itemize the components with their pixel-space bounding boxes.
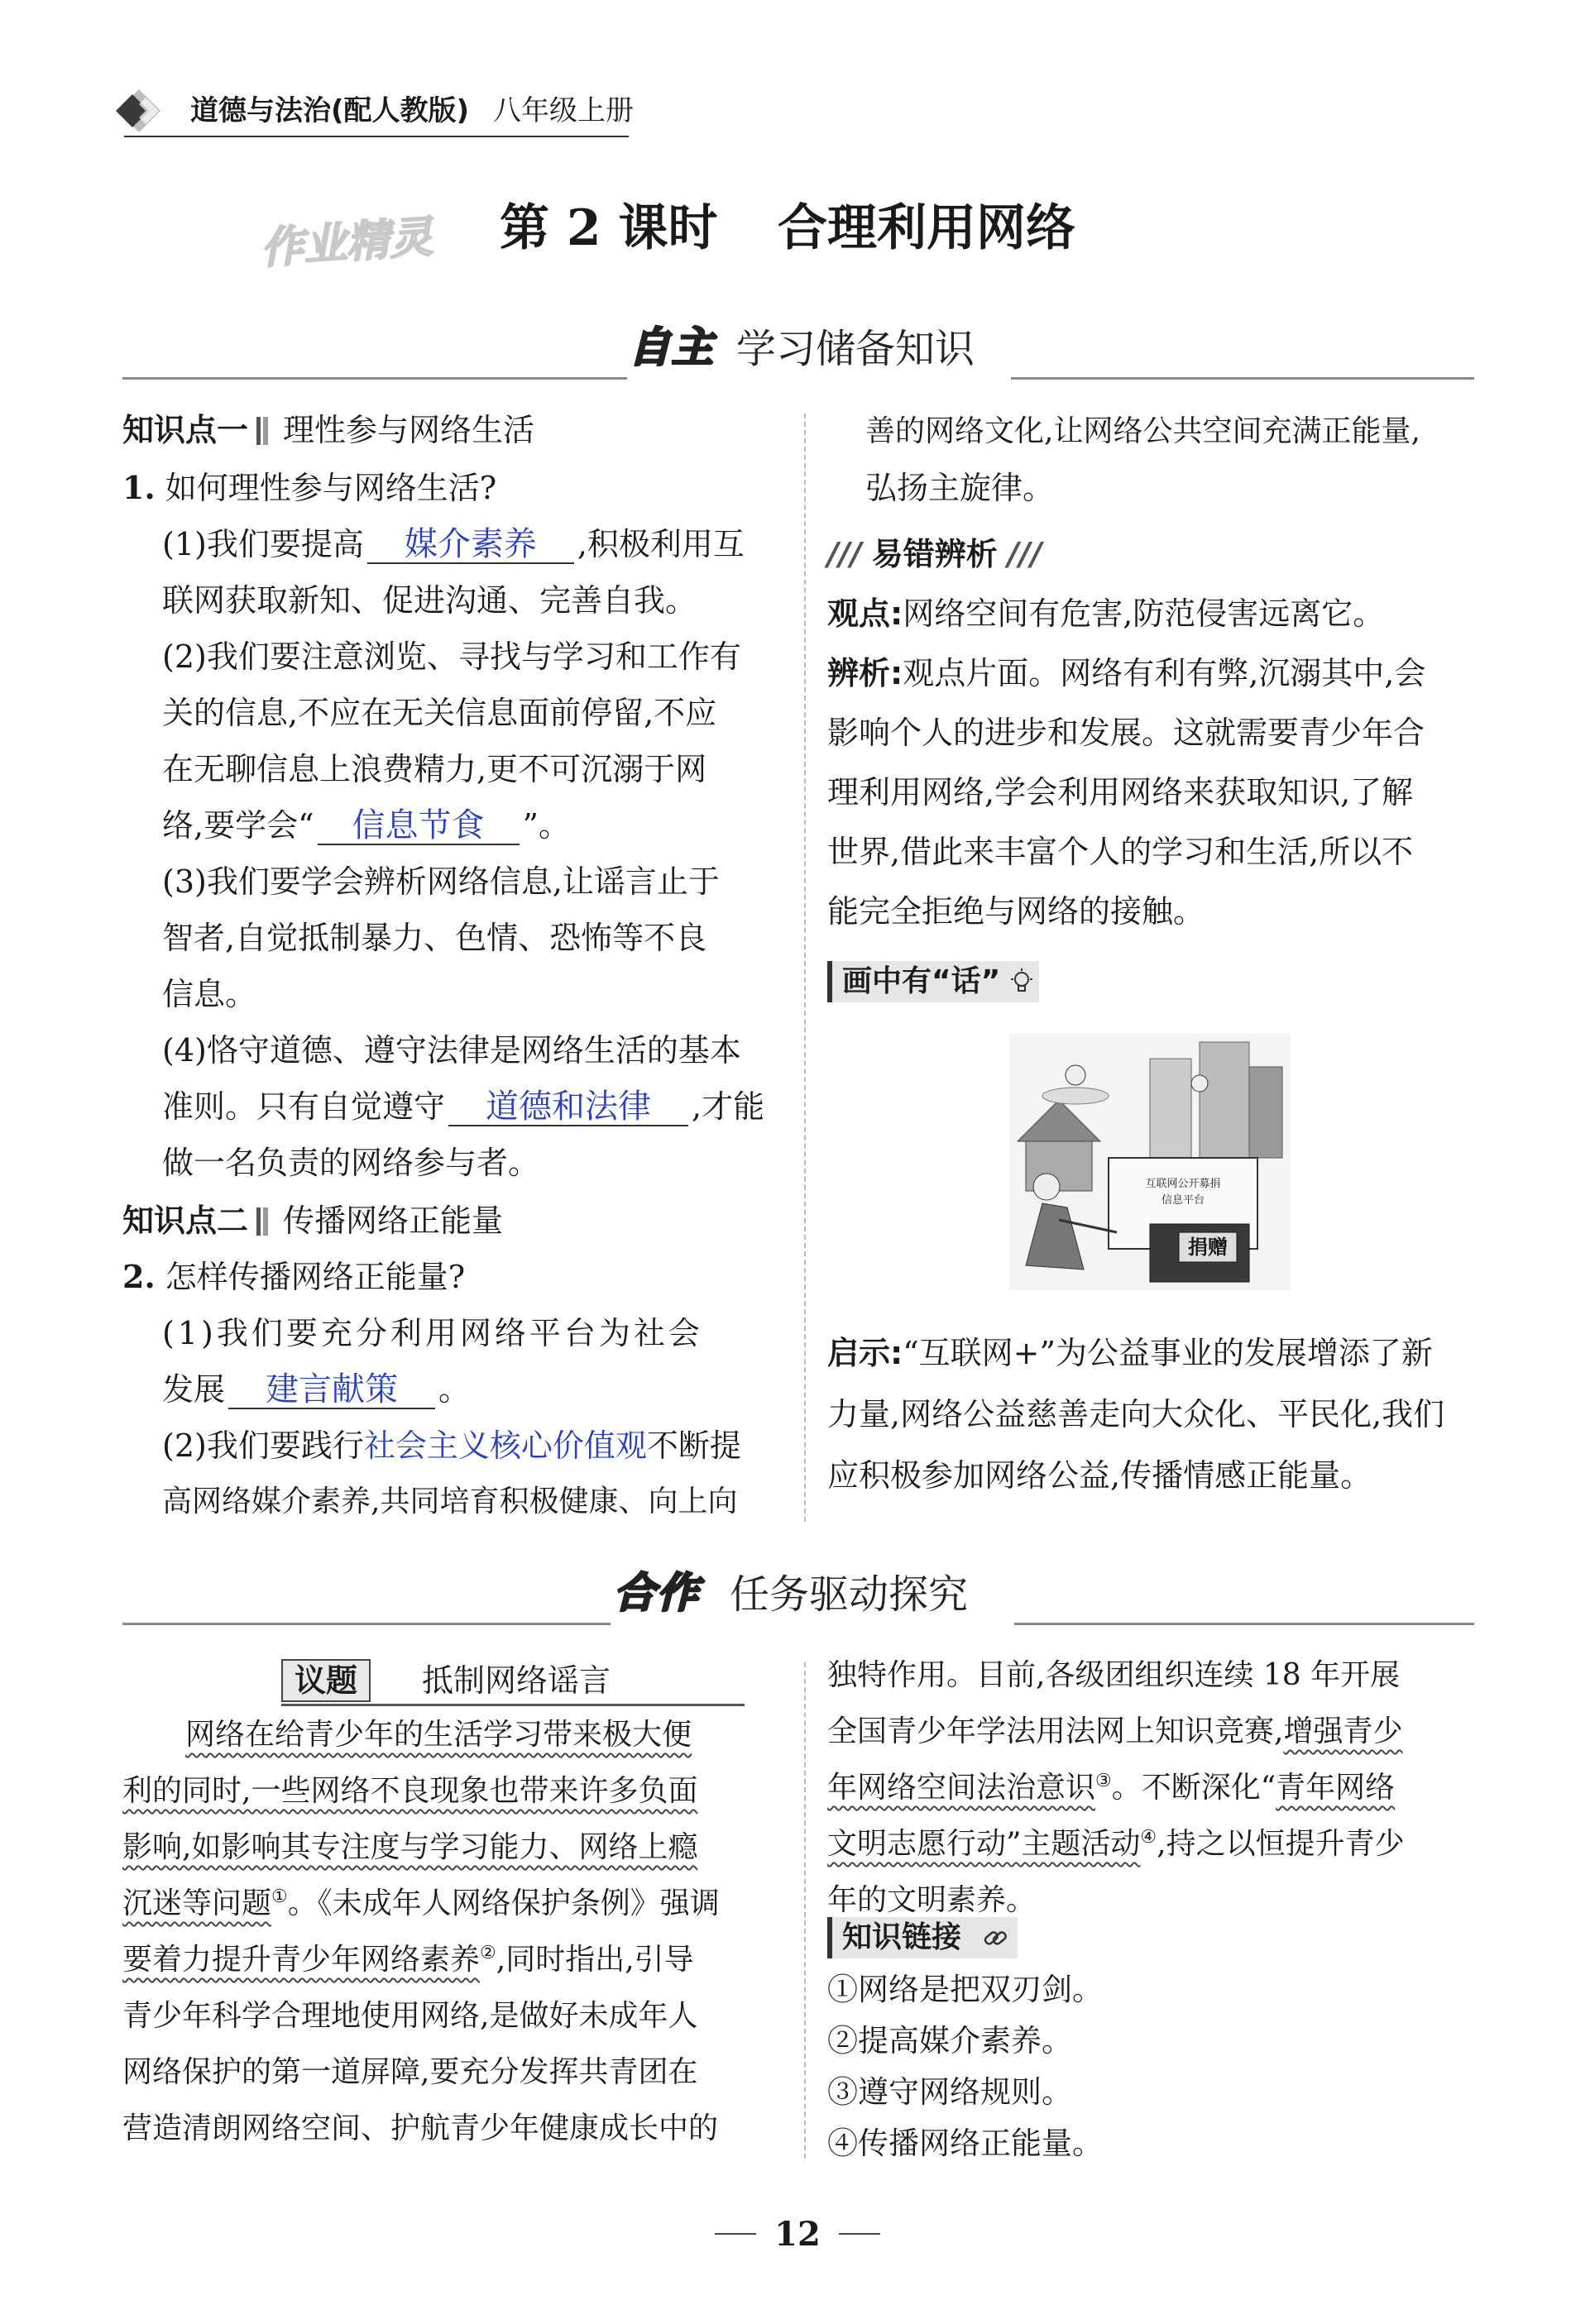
column-divider-bottom xyxy=(804,1662,806,2159)
kp1-p4-line3: 做一名负责的网络参与者。 xyxy=(162,1145,540,1181)
section2-rule-left xyxy=(122,1623,611,1625)
header-logo-icon xyxy=(114,86,164,136)
kp1-p4-line2: 准则。只有自觉遵守 道德和法律 ,才能 xyxy=(162,1088,765,1126)
section-heading-hezuo xyxy=(614,1568,1011,1618)
picture-heading: 画中有“话” xyxy=(842,964,1001,998)
screen-text-2: 信息平台 xyxy=(1161,1194,1205,1207)
kp1-p1-line2: 联网获取新知、促进沟通、完善自我。 xyxy=(162,582,697,619)
answer-blank-4: 建言献策 xyxy=(228,1371,435,1409)
kp1-p1-line1: (1)我们要提高 媒介素养 ,积极利用互 xyxy=(162,525,745,563)
kp1-p3-line1: (3)我们要学会辨析网络信息,让谣言止于 xyxy=(162,863,720,900)
watermark-title: 作业精灵 xyxy=(259,212,434,275)
link-icon xyxy=(981,1924,1009,1955)
section-heading-big: 自主 xyxy=(629,323,715,371)
topic-left-1: 网络在给青少年的生活学习带来极大便 xyxy=(185,1718,692,1752)
topic-left-2: 利的同时,一些网络不良现象也带来许多负面 xyxy=(122,1774,698,1808)
footer-rule-left xyxy=(715,2233,756,2235)
link-item-4: ④传播网络正能量。 xyxy=(827,2126,1103,2161)
mistake-analysis-1: 辨析:观点片面。网络有利有弊,沉溺其中,会 xyxy=(827,655,1426,691)
answer-blank-1: 媒介素养 xyxy=(367,526,574,564)
kp1-p2-line2: 关的信息,不应在无关信息面前停留,不应 xyxy=(162,695,717,731)
topic-left-4: 沉迷等问题①。《未成年人网络保护条例》强调 xyxy=(122,1886,720,1920)
topic-right-3: 年网络空间法治意识③。不断深化“青年网络 xyxy=(827,1771,1396,1805)
question-2: 2. 怎样传播网络正能量? xyxy=(122,1258,466,1295)
lesson-number: 第 2 课时 xyxy=(500,199,718,257)
link-item-1: ①网络是把双刃剑。 xyxy=(827,1972,1103,2007)
screen-text-1: 互联网公开募捐 xyxy=(1145,1178,1221,1190)
footer-rule-right xyxy=(839,2233,880,2235)
mistake-analysis-5: 能完全拒绝与网络的接触。 xyxy=(827,893,1205,930)
link-item-2: ②提高媒介素养。 xyxy=(827,2023,1072,2059)
kp1-p3-line3: 信息。 xyxy=(162,976,257,1012)
section-heading-small: 学习储备知识 xyxy=(736,326,975,372)
kp1-p2-line4: 络,要学会“ 信息节食 ”。 xyxy=(162,806,570,844)
topic-right-2: 全国青少年学法用法网上知识竞赛,增强青少 xyxy=(827,1714,1403,1748)
insight-line-1: 启示:“互联网+”为公益事业的发展增添了新 xyxy=(827,1335,1433,1371)
kp2-p2-line2: 高网络媒介素养,共同培育积极健康、向上向 xyxy=(162,1485,738,1518)
illustration-charity xyxy=(1009,1034,1291,1290)
topic-right-5: 年的文明素养。 xyxy=(827,1883,1037,1917)
kp2-p2-line4: 弘扬主旋律。 xyxy=(865,470,1055,506)
answer-inline-5: 社会主义核心价值观 xyxy=(363,1427,647,1464)
links-heading-box xyxy=(827,1917,1018,1958)
section2-heading-big: 合作 xyxy=(614,1569,700,1617)
topic-left-3: 影响,如影响其专注度与学习能力、网络上瘾 xyxy=(122,1830,698,1864)
picture-heading-box xyxy=(827,961,1039,1002)
page-number: 12 xyxy=(774,2215,821,2254)
question-1: 1. 如何理性参与网络生活? xyxy=(122,469,497,506)
knowledge-point-2-heading: 知识点二 传播网络正能量 xyxy=(122,1203,504,1239)
topic-title: 抵制网络谣言 xyxy=(422,1662,611,1699)
kp1-p4-line1: (4)恪守道德、遵守法律是网络生活的基本 xyxy=(162,1032,741,1069)
kp1-p3-line2: 智者,自觉抵制暴力、色情、恐怖等不良 xyxy=(162,920,707,956)
header-grade: 八年级上册 xyxy=(493,94,634,127)
insight-line-2: 力量,网络公益慈善走向大众化、平民化,我们 xyxy=(827,1396,1445,1432)
topic-heading xyxy=(281,1659,745,1706)
mistake-analysis-2: 影响个人的进步和发展。这就需要青少年合 xyxy=(827,715,1425,751)
topic-label: 议题 xyxy=(281,1659,371,1702)
kp1-p2-line1: (2)我们要注意浏览、寻找与学习和工作有 xyxy=(162,638,741,675)
answer-blank-3: 道德和法律 xyxy=(448,1088,688,1126)
page-title: 合理利用网络 xyxy=(778,199,1075,257)
header-rule xyxy=(124,136,629,137)
topic-left-7: 网络保护的第一道屏障,要充分发挥共青团在 xyxy=(122,2055,698,2089)
mistake-heading: /// 易错辨析 /// xyxy=(827,536,1042,572)
insight-line-3: 应积极参加网络公益,传播情感正能量。 xyxy=(827,1457,1372,1494)
kp2-p1-line1: (1)我们要充分利用网络平台为社会 xyxy=(162,1315,703,1351)
kp1-p2-line3: 在无聊信息上浪费精力,更不可沉溺于网 xyxy=(162,751,707,787)
header-book-title: 道德与法治(配人教版) xyxy=(190,94,470,127)
section-rule-left xyxy=(122,377,627,380)
section2-rule-right xyxy=(1014,1623,1474,1625)
kp2-p1-line2: 发展 建言献策 。 xyxy=(162,1370,471,1408)
knowledge-point-1-heading: 知识点一 理性参与网络生活 xyxy=(122,412,535,448)
link-item-3: ③遵守网络规则。 xyxy=(827,2074,1072,2110)
donate-box-label: 捐赠 xyxy=(1188,1236,1228,1259)
mistake-view: 观点:网络空间有危害,防范侵害远离它。 xyxy=(827,595,1385,632)
topic-right-4: 文明志愿行动”主题活动④,持之以恒提升青少 xyxy=(827,1827,1405,1861)
answer-blank-2: 信息节食 xyxy=(318,807,520,845)
section-heading-zizhu xyxy=(629,323,1009,372)
column-divider-top xyxy=(804,414,806,1522)
lightbulb-icon xyxy=(1008,968,1036,999)
topic-left-6: 青少年科学合理地使用网络,是做好未成年人 xyxy=(122,1999,698,2033)
topic-left-8: 营造清朗网络空间、护航青少年健康成长中的 xyxy=(122,2111,719,2145)
kp2-p2-line3: 善的网络文化,让网络公共空间充满正能量, xyxy=(865,414,1420,448)
topic-right-1: 独特作用。目前,各级团组织连续 18 年开展 xyxy=(827,1658,1401,1692)
kp2-p2-line1: (2)我们要践行社会主义核心价值观不断提 xyxy=(162,1427,741,1464)
section-rule-right xyxy=(1011,377,1474,380)
mistake-analysis-4: 世界,借此来丰富个人的学习和生活,所以不 xyxy=(827,834,1414,870)
mistake-analysis-3: 理利用网络,学会利用网络来获取知识,了解 xyxy=(827,774,1414,811)
links-heading: 知识链接 xyxy=(842,1920,962,1954)
topic-left-5: 要着力提升青少年网络素养②,同时指出,引导 xyxy=(122,1943,694,1977)
section2-heading-small: 任务驱动探究 xyxy=(730,1571,969,1618)
